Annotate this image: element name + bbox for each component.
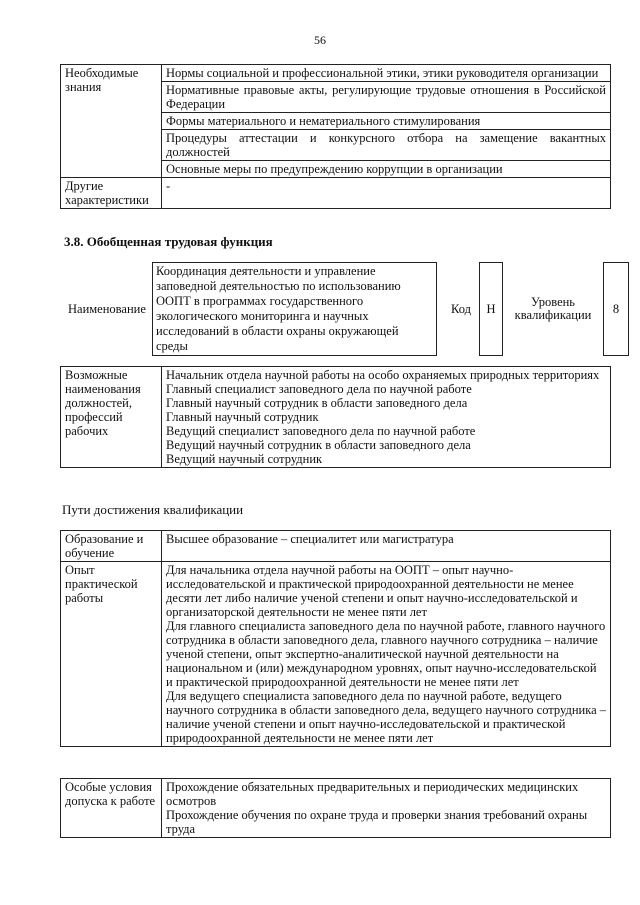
experience-label: Опыт практической работы xyxy=(61,562,162,747)
other-characteristics-value: - xyxy=(162,178,611,209)
positions-list xyxy=(162,367,611,468)
knowledge-item: Процедуры аттестации и конкурсного отбора на замещение вакантных должностей xyxy=(162,130,611,161)
qualification-table xyxy=(60,530,611,747)
positions-table xyxy=(60,366,611,468)
row-label: Необходимые знания xyxy=(61,65,162,178)
experience-paragraph: Для начальника отдела научной работы на ООПТ – опыт научно-исследовательской и практической природоохранной деятельности не менее десяти лет либо наличие ученой степени и опыт научно-исследовательской и организаторской деятельности не менее пяти лет xyxy=(166,563,578,619)
paths-heading: Пути достижения квалификации xyxy=(62,502,244,517)
level-label: Уровень квалификации xyxy=(514,295,592,322)
condition-item: Прохождение обучения по охране труда и проверки знания требований охраны труда xyxy=(166,808,588,836)
table-row xyxy=(61,562,611,747)
special-conditions-value xyxy=(162,779,611,838)
education-value: Высшее образование – специалитет или магистратура xyxy=(162,531,611,562)
table-row xyxy=(61,367,611,468)
position-item: Ведущий специалист заповедного дела по научной работе xyxy=(166,424,476,438)
knowledge-item: Основные меры по предупреждению коррупции в организации xyxy=(162,161,611,178)
page-number: 56 xyxy=(314,33,326,47)
code-label: Код xyxy=(451,302,471,316)
special-conditions-label: Особые условия допуска к работе xyxy=(61,779,162,838)
special-conditions-table xyxy=(60,778,611,838)
experience-paragraph: Для главного специалиста заповедного дела по научной работе, главного научного сотрудника в области заповедного дела, главного научного сотрудника – наличие ученой степени, опыт экспертно-аналитической научной деятельности на национальном и (или) международном уровнях, опыт научно-исследовательской и практической природоохранной деятельности не менее пяти лет xyxy=(166,619,606,689)
knowledge-item: Нормативные правовые акты, регулирующие трудовые отношения в Российской Федерации xyxy=(162,82,611,113)
positions-label: Возможные наименования должностей, профессий рабочих xyxy=(61,367,162,468)
position-item: Главный научный сотрудник в области заповедного дела xyxy=(166,396,468,410)
table-row xyxy=(61,779,611,838)
function-header-table xyxy=(60,262,629,356)
position-item: Главный научный сотрудник xyxy=(166,410,319,424)
knowledge-item: Нормы социальной и профессиональной этики, этики руководителя организации xyxy=(162,65,611,82)
experience-paragraph: Для ведущего специалиста заповедного дела по научной работе, ведущего научного сотрудника в области заповедного дела, ведущего научного сотрудника – наличие ученой степени и опыт научно-исследовательской и практической природоохранной деятельности не менее пяти лет xyxy=(166,689,607,745)
education-label: Образование и обучение xyxy=(61,531,162,562)
knowledge-item: Формы материального и нематериального стимулирования xyxy=(162,113,611,130)
position-item: Ведущий научный сотрудник xyxy=(166,452,323,466)
table-row xyxy=(61,178,611,209)
row-label: Другие характеристики xyxy=(61,178,162,209)
level-value: 8 xyxy=(604,263,629,356)
code-value: Н xyxy=(480,263,503,356)
section-heading: 3.8. Обобщенная трудовая функция xyxy=(64,234,273,249)
position-item: Начальник отдела научной работы на особо охраняемых природных территориях xyxy=(166,368,600,382)
knowledge-table xyxy=(60,64,611,209)
table-row xyxy=(61,531,611,562)
table-row xyxy=(61,65,611,82)
condition-item: Прохождение обязательных предварительных и периодических медицинских осмотров xyxy=(166,780,579,808)
position-item: Главный специалист заповедного дела по научной работе xyxy=(166,382,472,396)
position-item: Ведущий научный сотрудник в области заповедного дела xyxy=(166,438,471,452)
name-label: Наименование xyxy=(68,302,146,316)
experience-value xyxy=(162,562,611,747)
function-name: Координация деятельности и управление заповедной деятельностью по использованию ООПТ в программах государственного экологического мониторинга и научных исследований в области охраны окружающей среды xyxy=(153,263,437,356)
